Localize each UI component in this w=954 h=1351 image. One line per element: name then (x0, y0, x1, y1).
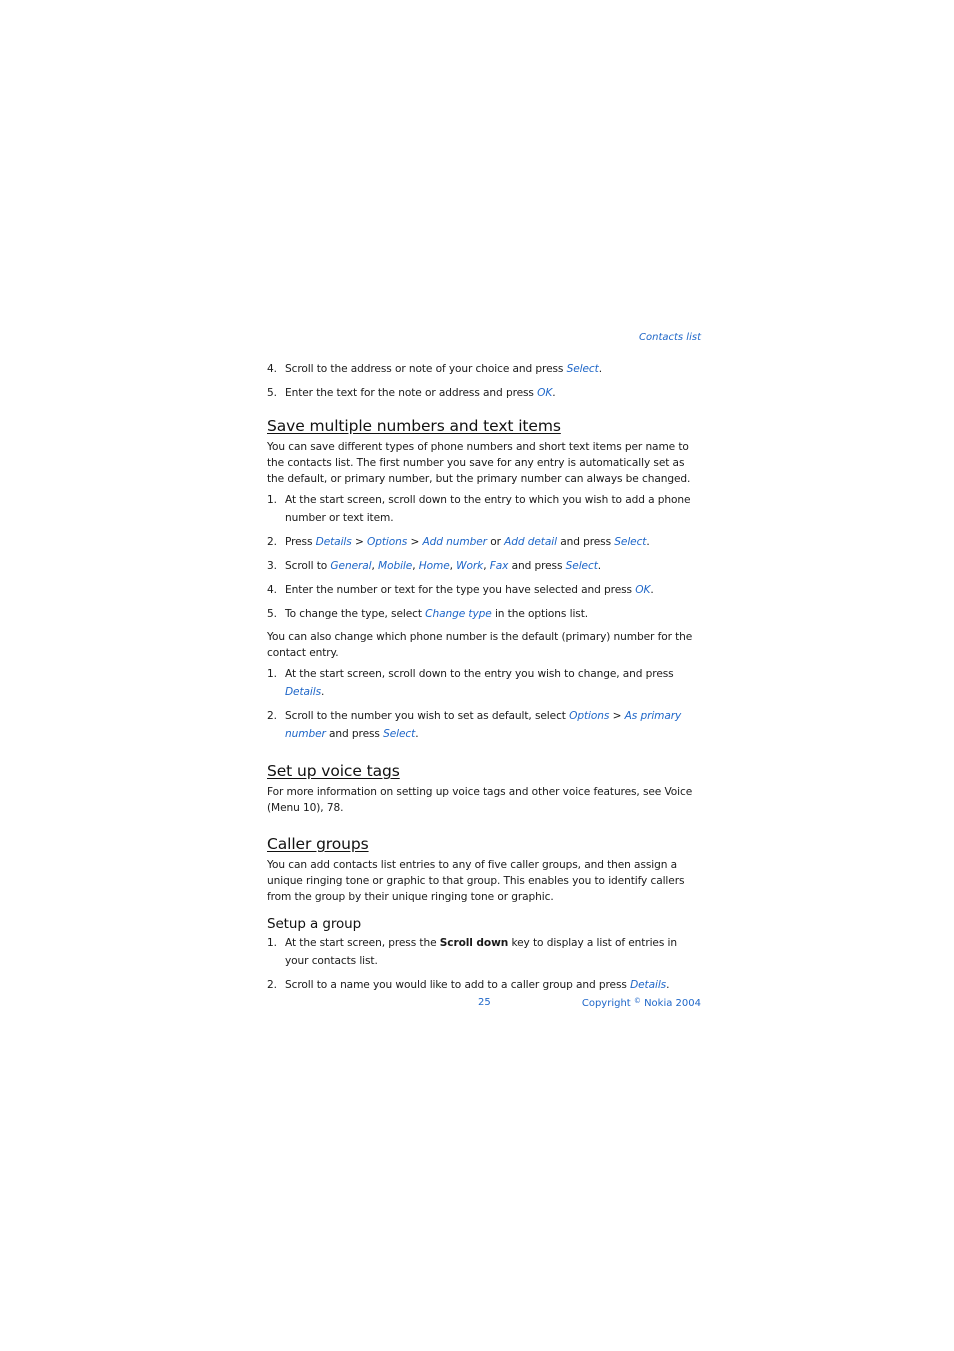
list-item: 2. Scroll to the number you wish to set as default, select Options > As primary number and press Select. (267, 710, 682, 740)
list-item: 5. Enter the text for the note or address and press OK. (267, 387, 556, 399)
scroll-down-key: Scroll down (439, 937, 509, 949)
paragraph: For more information on setting up voice tags and other voice features, see Voice (Menu 10), 78. (267, 786, 693, 814)
list-item: 1. At the start screen, press the Scroll down key to display a list of entries in your contacts list. (267, 937, 677, 967)
intro-steps (267, 360, 701, 402)
section-title-voice-tags: Set up voice tags (267, 762, 400, 780)
subsection-title-setup-group: Setup a group (267, 916, 362, 932)
list-item: 4. Scroll to the address or note of your choice and press Select. (267, 363, 602, 375)
section-title-save-multiple: Save multiple numbers and text items (267, 417, 561, 435)
list-item: 2. Press Details > Options > Add number or Add detail and press Select. (267, 536, 650, 548)
list-item: 2. Scroll to a name you would like to add to a caller group and press Details. (267, 979, 670, 991)
softkey-select: Select (566, 363, 599, 375)
page-content (267, 360, 701, 1000)
section-title-caller-groups: Caller groups (267, 835, 369, 853)
list-item: 1. At the start screen, scroll down to the entry you wish to change, and press Details. (267, 668, 674, 698)
paragraph: You can save different types of phone numbers and short text items per name to the contacts list. The first number you save for any entry is automatically set as the default, or primary number, but the primary number can always be changed. (267, 441, 691, 485)
save-multiple-steps (267, 491, 701, 623)
paragraph: You can also change which phone number is the default (primary) number for the contact entry. (267, 631, 693, 659)
default-number-steps (267, 665, 701, 743)
list-item: 5. To change the type, select Change type in the options list. (267, 608, 589, 620)
list-item: 1. At the start screen, scroll down to the entry to which you wish to add a phone number or text item. (267, 494, 691, 524)
copyright-notice: Copyright © Nokia 2004 (581, 997, 701, 1009)
list-item: 3. Scroll to General, Mobile, Home, Work, Fax and press Select. (267, 560, 602, 572)
softkey-ok: OK (537, 387, 553, 399)
page-number: 25 (478, 997, 491, 1008)
list-item: 4. Enter the number or text for the type you have selected and press OK. (267, 584, 654, 596)
running-header: Contacts list (639, 332, 701, 343)
setup-group-steps (267, 934, 701, 994)
copyright-symbol: © (633, 997, 641, 1005)
paragraph: You can add contacts list entries to any of five caller groups, and then assign a unique ringing tone or graphic to that group. This enables you to identify callers from the group by their unique ringing tone or graphic. (267, 859, 685, 903)
